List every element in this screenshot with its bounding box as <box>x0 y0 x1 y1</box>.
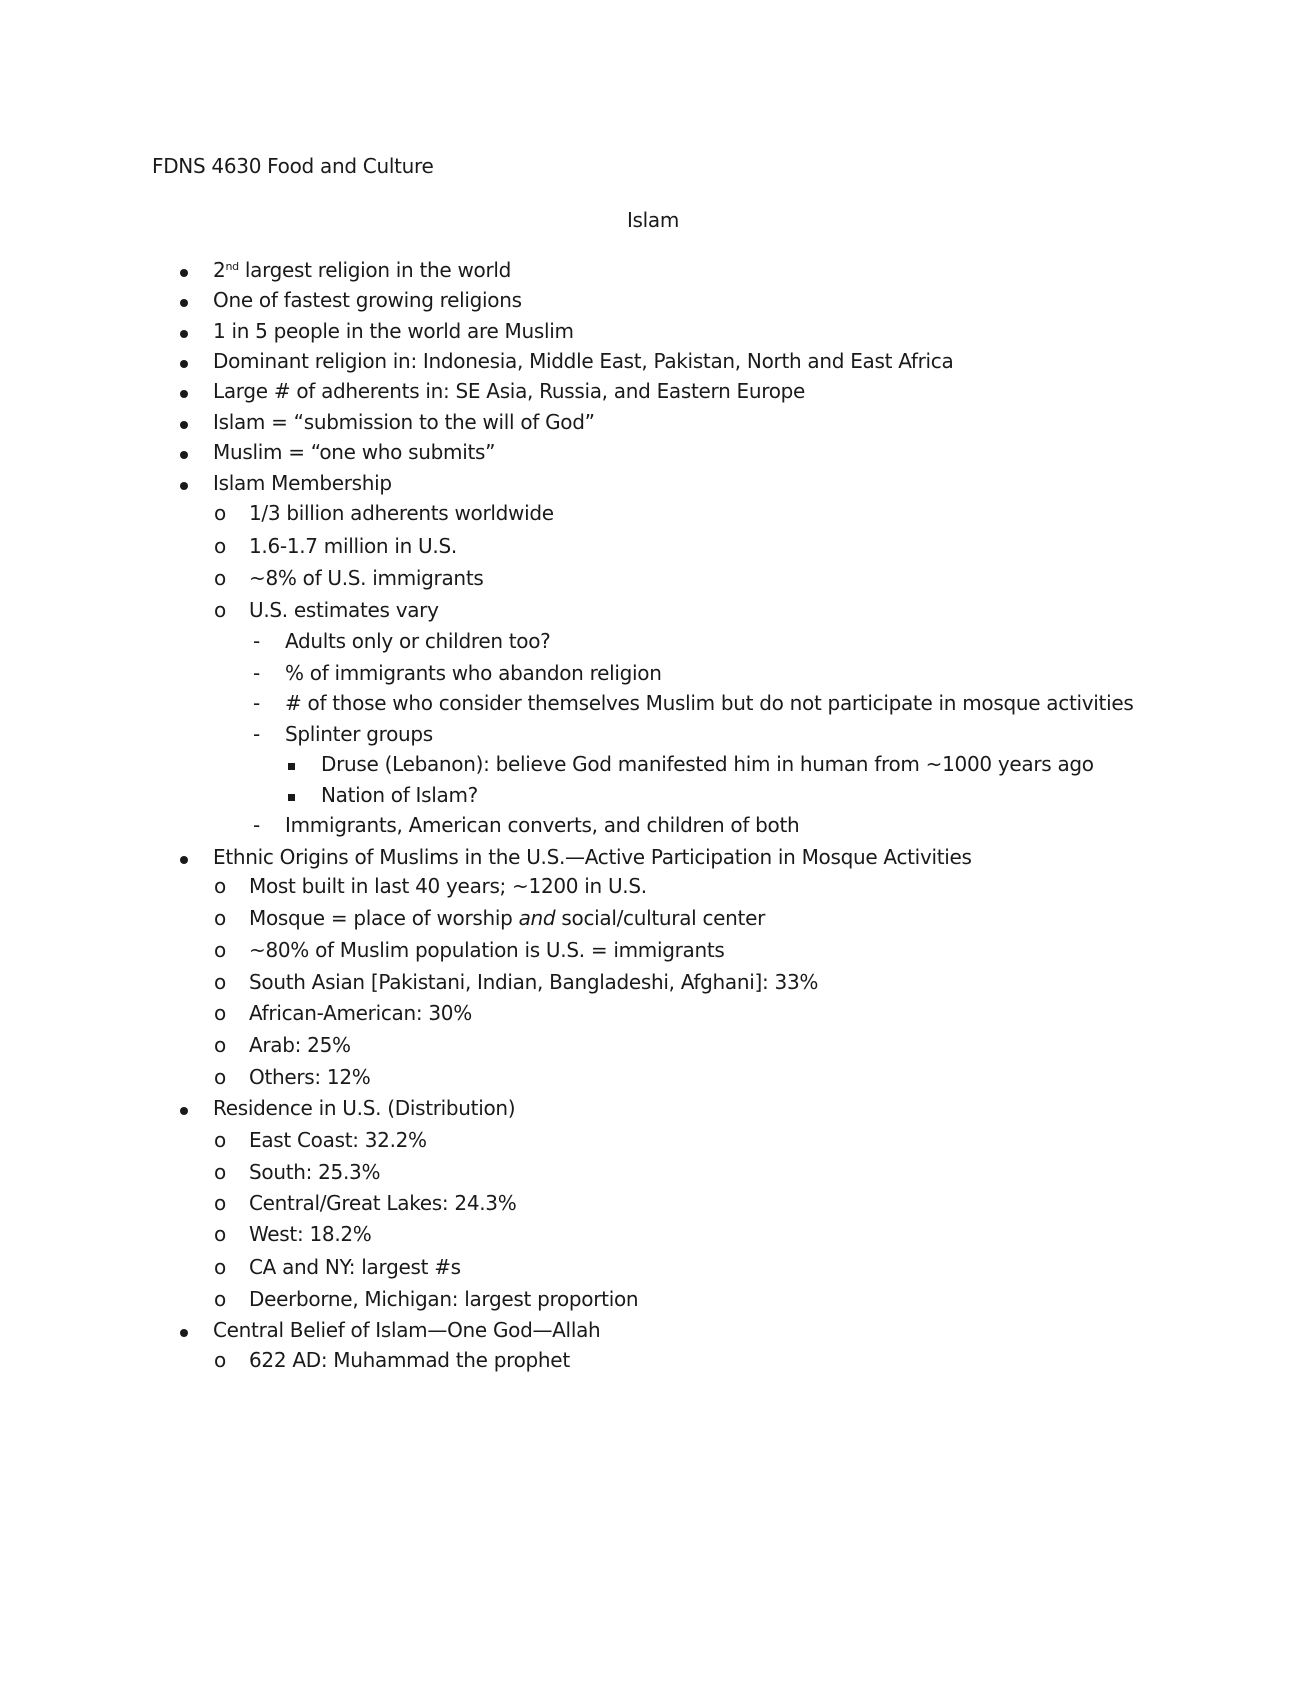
bullet-circle-icon: o <box>214 970 227 994</box>
bullet-dot-icon <box>180 357 188 368</box>
list-item: One of fastest growing religions <box>213 288 522 312</box>
bullet-dash-icon: - <box>253 691 261 715</box>
bullet-circle-icon: o <box>214 1001 227 1025</box>
bullet-dot-icon <box>180 853 188 864</box>
bullet-circle-icon: o <box>214 598 227 622</box>
bullet-dash-icon: - <box>253 722 261 746</box>
list-item: 1.6-1.7 million in U.S. <box>249 534 457 558</box>
list-item: CA and NY: largest #s <box>249 1255 461 1279</box>
list-item: Islam Membership <box>213 471 392 495</box>
list-item: West: 18.2% <box>249 1222 372 1246</box>
list-item: South Asian [Pakistani, Indian, Bangladeshi, Afghani]: 33% <box>249 970 819 994</box>
bullet-dash-icon: - <box>253 661 261 685</box>
bullet-square-icon <box>288 791 295 801</box>
bullet-dot-icon <box>180 1104 188 1115</box>
bullet-circle-icon: o <box>214 938 227 962</box>
list-item: Most built in last 40 years; ~1200 in U.S. <box>249 874 647 898</box>
list-item: Others: 12% <box>249 1065 371 1089</box>
bullet-dot-icon <box>180 479 188 490</box>
list-item: African-American: 30% <box>249 1001 472 1025</box>
bullet-circle-icon: o <box>214 1348 227 1372</box>
bullet-circle-icon: o <box>214 1160 227 1184</box>
bullet-dot-icon <box>180 327 188 338</box>
bullet-dash-icon: - <box>253 813 261 837</box>
list-item: 1/3 billion adherents worldwide <box>249 501 554 525</box>
list-item: Central Belief of Islam—One God—Allah <box>213 1318 601 1342</box>
list-item: ~8% of U.S. immigrants <box>249 566 484 590</box>
bullet-circle-icon: o <box>214 534 227 558</box>
list-item: Mosque = place of worship and social/cultural center <box>249 906 766 930</box>
list-item: East Coast: 32.2% <box>249 1128 427 1152</box>
bullet-circle-icon: o <box>214 874 227 898</box>
bullet-dot-icon <box>180 296 188 307</box>
bullet-dot-icon <box>180 266 188 277</box>
list-item: Immigrants, American converts, and children of both <box>285 813 800 837</box>
bullet-dash-icon: - <box>253 629 261 653</box>
list-item: % of immigrants who abandon religion <box>285 661 662 685</box>
list-item: # of those who consider themselves Muslim but do not participate in mosque activities <box>285 691 1134 715</box>
bullet-circle-icon: o <box>214 1255 227 1279</box>
list-item: 2nd largest religion in the world <box>213 258 512 282</box>
list-item: U.S. estimates vary <box>249 598 439 622</box>
list-item: Muslim = “one who submits” <box>213 440 496 464</box>
list-item: South: 25.3% <box>249 1160 381 1184</box>
bullet-circle-icon: o <box>214 1033 227 1057</box>
page-title: Islam <box>626 208 680 232</box>
list-item: Dominant religion in: Indonesia, Middle East, Pakistan, North and East Africa <box>213 349 954 373</box>
list-item: ~80% of Muslim population is U.S. = immigrants <box>249 938 725 962</box>
bullet-circle-icon: o <box>214 1222 227 1246</box>
list-item: Deerborne, Michigan: largest proportion <box>249 1287 639 1311</box>
bullet-square-icon <box>288 760 295 770</box>
bullet-circle-icon: o <box>214 1191 227 1215</box>
list-item: Druse (Lebanon): believe God manifested him in human from ~1000 years ago <box>321 752 1094 776</box>
list-item: 1 in 5 people in the world are Muslim <box>213 319 574 343</box>
bullet-dot-icon <box>180 387 188 398</box>
list-item: Nation of Islam? <box>321 783 478 807</box>
bullet-dot-icon <box>180 448 188 459</box>
list-item: Adults only or children too? <box>285 629 551 653</box>
bullet-dot-icon <box>180 418 188 429</box>
bullet-circle-icon: o <box>214 501 227 525</box>
bullet-circle-icon: o <box>214 906 227 930</box>
list-item: Arab: 25% <box>249 1033 351 1057</box>
list-item: Ethnic Origins of Muslims in the U.S.—Active Participation in Mosque Activities <box>213 845 972 869</box>
course-heading: FDNS 4630 Food and Culture <box>152 154 434 178</box>
list-item: Splinter groups <box>285 722 433 746</box>
list-item: Islam = “submission to the will of God” <box>213 410 595 434</box>
bullet-circle-icon: o <box>214 1065 227 1089</box>
list-item: Central/Great Lakes: 24.3% <box>249 1191 517 1215</box>
bullet-circle-icon: o <box>214 1287 227 1311</box>
bullet-dot-icon <box>180 1326 188 1337</box>
bullet-circle-icon: o <box>214 566 227 590</box>
list-item: 622 AD: Muhammad the prophet <box>249 1348 570 1372</box>
list-item: Large # of adherents in: SE Asia, Russia, and Eastern Europe <box>213 379 806 403</box>
bullet-circle-icon: o <box>214 1128 227 1152</box>
list-item: Residence in U.S. (Distribution) <box>213 1096 516 1120</box>
